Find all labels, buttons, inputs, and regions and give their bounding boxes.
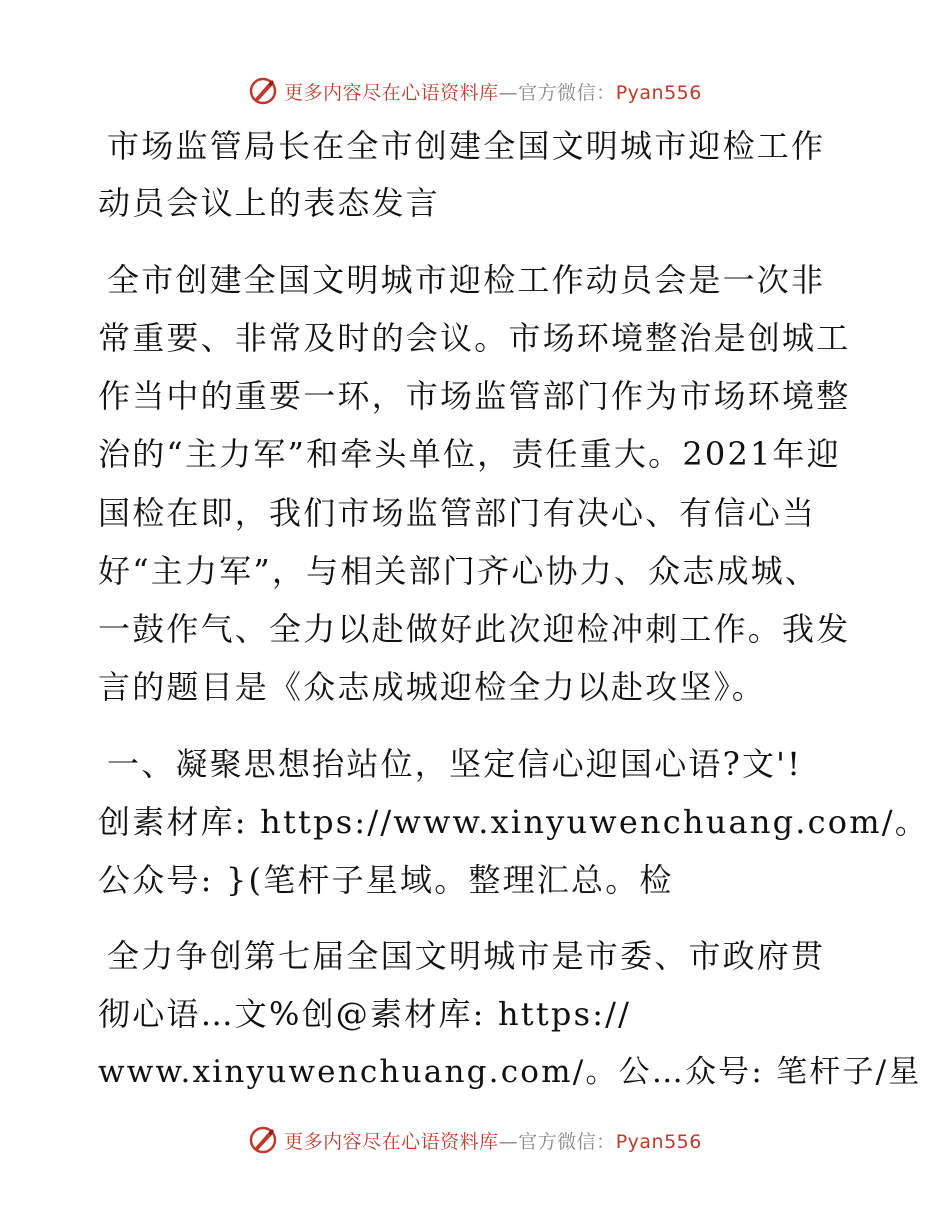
paragraph-2-line-1: 全力争创第七届全国文明城市是市委、市政府贯 bbox=[107, 937, 826, 975]
section-1-line-1: 一、凝聚思想抬站位，坚定信心迎国心语?文'! bbox=[107, 745, 803, 783]
footer-watermark bbox=[0, 1120, 950, 1160]
header-watermark bbox=[0, 71, 950, 111]
paragraph-1-line-8: 言的题目是《众志成城迎检全力以赴攻坚》。 bbox=[98, 668, 767, 706]
document-title-line-2: 动员会议上的表态发言 bbox=[98, 184, 441, 222]
section-1-line-2: 创素材库: https://www.xinyuwenchuang.com/。 bbox=[98, 803, 929, 841]
paragraph-1-line-1: 全市创建全国文明城市迎检工作动员会是一次非 bbox=[107, 261, 826, 299]
watermark-dash: — bbox=[498, 81, 519, 104]
watermark-brand: 更多内容尽在心语资料库 bbox=[284, 1130, 499, 1153]
paragraph-2-line-2: 彻心语…文%创@素材库: https:// bbox=[98, 995, 632, 1033]
paragraph-1-line-5: 国检在即，我们市场监管部门有决心、有信心当 bbox=[98, 494, 817, 532]
document-title-line-1: 市场监管局长在全市创建全国文明城市迎检工作 bbox=[107, 127, 826, 165]
watermark-wechat-label: 官方微信： bbox=[518, 1130, 616, 1153]
watermark-text bbox=[284, 1127, 702, 1154]
watermark-account: Pyan556 bbox=[615, 1130, 702, 1153]
paragraph-1-line-7: 一鼓作气、全力以赴做好此次迎检冲刺工作。我发 bbox=[98, 610, 851, 648]
pen-logo-icon bbox=[248, 76, 278, 106]
watermark-dash: — bbox=[498, 1130, 519, 1153]
watermark-brand: 更多内容尽在心语资料库 bbox=[284, 81, 499, 104]
watermark-wechat-label: 官方微信： bbox=[518, 81, 616, 104]
watermark-text bbox=[284, 78, 702, 105]
paragraph-1-line-3: 作当中的重要一环，市场监管部门作为市场环境整 bbox=[98, 377, 851, 415]
watermark-account: Pyan556 bbox=[615, 81, 702, 104]
paragraph-1-line-6: 好“主力军”，与相关部门齐心协力、众志成城、 bbox=[98, 552, 820, 590]
paragraph-1-line-4: 治的“主力军”和牵头单位，责任重大。2021年迎 bbox=[98, 435, 841, 473]
paragraph-2-line-3: www.xinyuwenchuang.com/。公…众号: 笔杆子/星 bbox=[98, 1054, 922, 1090]
section-1-line-3: 公众号: }(笔杆子星域。整理汇总。检 bbox=[98, 861, 674, 899]
pen-logo-icon bbox=[248, 1125, 278, 1155]
paragraph-1-line-2: 常重要、非常及时的会议。市场环境整治是创城工 bbox=[98, 319, 851, 357]
